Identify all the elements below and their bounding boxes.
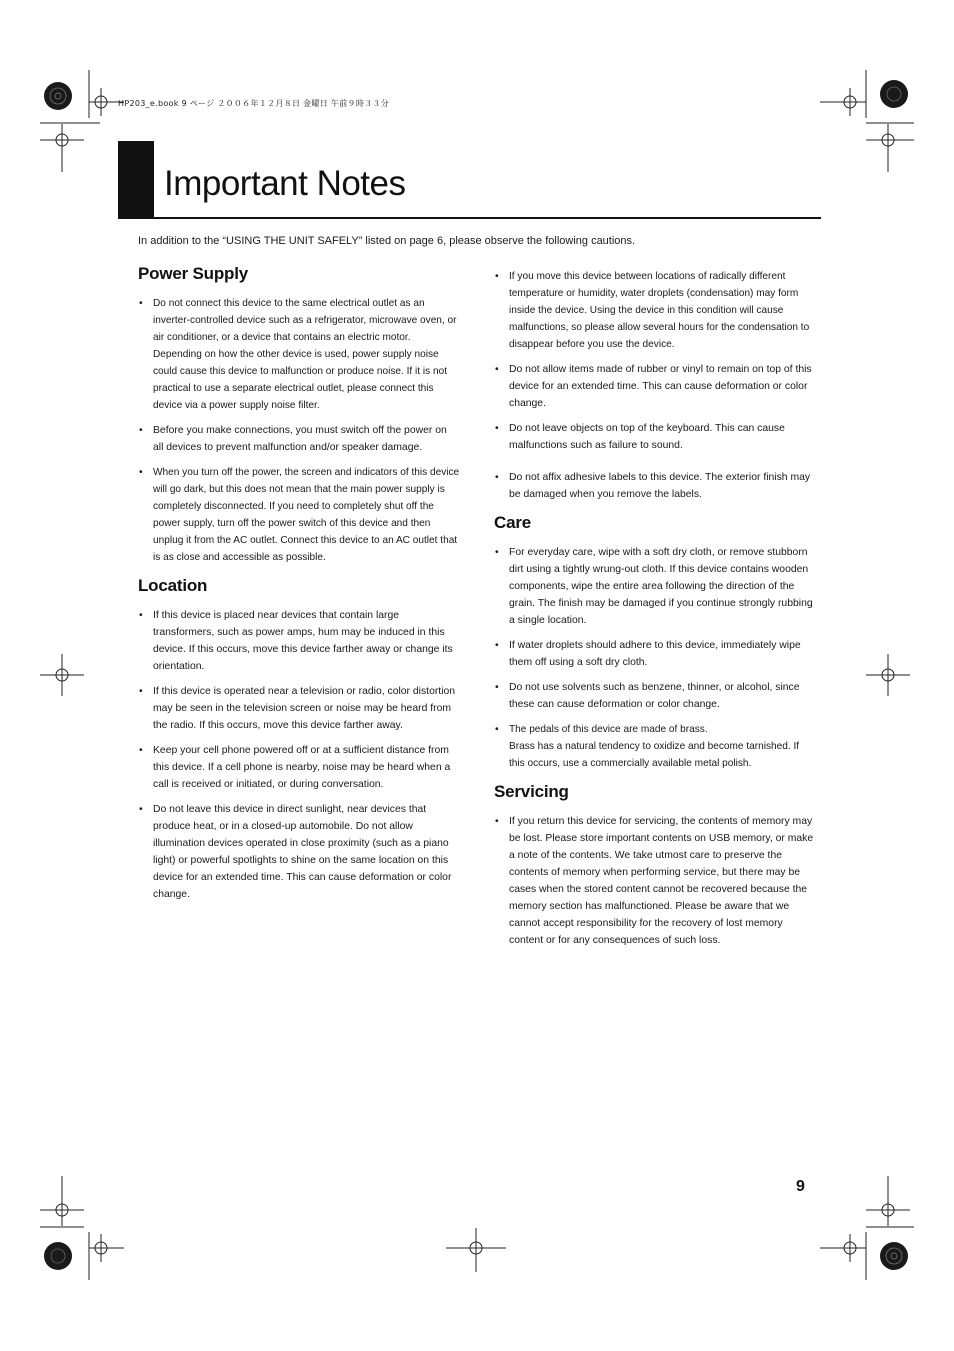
location-continued-list <box>494 268 816 503</box>
list-item <box>138 422 460 456</box>
location-list <box>138 607 460 903</box>
list-item <box>494 544 816 629</box>
list-item-text: • Do not use solvents such as benzene, thinner, or alcohol, since these can cause deformation or color change. <box>509 682 800 710</box>
section-title-servicing: Servicing <box>494 782 569 801</box>
left-column <box>138 262 460 911</box>
section-title-location: Location <box>138 576 208 595</box>
right-column <box>494 268 816 957</box>
list-item <box>138 607 460 675</box>
page-title: Important Notes <box>164 164 406 203</box>
registration-target-bl <box>44 1242 72 1270</box>
list-item-text: Brass has a natural tendency to oxidize and become tarnished. If this occurs, use a commercially available metal polish. <box>509 741 800 769</box>
print-header-line: HP203_e.book 9 ページ ２００６年１２月８日 金曜日 午前９時３３分 <box>118 99 390 108</box>
list-item-text: • If this device is placed near devices that contain large transformers, such as power amps, hum may be induced in this device. If this occurs, move this device farther away or change its orientation. <box>153 610 453 672</box>
section-title-care: Care <box>494 513 532 532</box>
list-item-text: • If water droplets should adhere to this device, immediately wipe them off using a soft dry cloth. <box>509 640 801 668</box>
registration-target-tr <box>880 80 908 108</box>
intro-text: In addition to the “USING THE UNIT SAFELY” listed on page 6, please observe the following cautions. <box>138 235 636 247</box>
list-item <box>494 268 816 353</box>
title-rule <box>118 217 821 219</box>
list-item-text: • For everyday care, wipe with a soft dry cloth, or remove stubborn dirt using a tightly wrung-out cloth. If this device contains wooden components, wipe the entire area following the direction of the grain. The finish may be damaged if you continue strongly rubbing a single location. <box>509 547 813 626</box>
list-item <box>494 469 816 503</box>
section-title-power-supply: Power Supply <box>138 264 249 283</box>
power-supply-list <box>138 295 460 566</box>
list-item-text: • If you return this device for servicing, the contents of memory may be lost. Please store important contents on USB memory, or make a note of the contents. We take utmost care to preserve the contents of memory when performing service, but there may be cases when the stored content cannot be recovered because the memory section has malfunctioned. Please be aware that we cannot accept responsibility for the recovery of lost memory content or for any consequences of such loss. <box>509 816 814 946</box>
list-item-text: • Keep your cell phone powered off or at a sufficient distance from this device. If a cell phone is nearby, noise may be heard when a call is received or initiated, or during conversation. <box>153 745 451 790</box>
list-item <box>494 637 816 671</box>
care-list <box>494 544 816 772</box>
servicing-list <box>494 813 816 949</box>
list-item-text: • When you turn off the power, the screen and indicators of this device will go dark, but this does not mean that the main power supply is completely disconnected. If you need to completely shut off the power supply, turn off the power switch of this device and then unplug it from the AC outlet. Connect this device to an AC outlet that is as close and accessible as possible. <box>153 467 460 563</box>
list-item <box>494 679 816 713</box>
list-item-text: • If you move this device between locations of radically different temperature or humidity, water droplets (condensation) may form inside the device. Using the device in this condition will cause malfunctions, so please allow several hours for the condensation to disappear before you use the device. <box>509 271 810 350</box>
title-accent-bar <box>118 141 154 219</box>
list-item-text: • Do not leave objects on top of the keyboard. This can cause malfunctions such as failure to sound. <box>509 423 785 451</box>
list-item <box>138 683 460 734</box>
list-item-text: • Before you make connections, you must switch off the power on all devices to prevent malfunction and/or speaker damage. <box>153 425 447 453</box>
registration-target-br <box>880 1242 908 1270</box>
list-item-text: • Do not allow items made of rubber or vinyl to remain on top of this device for an extended time. This can cause deformation or color change. <box>509 364 812 409</box>
list-item-text: • Do not leave this device in direct sunlight, near devices that produce heat, or in a closed-up automobile. Do not allow illumination devices operated in close proximity (such as a piano light) or powerful spotlights to shine on the same location on this device for an extended time. This can cause deformation or color change. <box>153 804 452 900</box>
list-item <box>138 801 460 903</box>
list-item <box>138 742 460 793</box>
list-item-text: • If this device is operated near a television or radio, color distortion may be seen in the television screen or noise may be heard from the radio. If this occurs, move this device farther away. <box>153 686 456 731</box>
list-item <box>494 721 816 772</box>
list-item <box>494 361 816 412</box>
list-item-text: • Do not affix adhesive labels to this device. The exterior finish may be damaged when you remove the labels. <box>509 472 811 500</box>
list-item <box>494 813 816 949</box>
list-item <box>138 464 460 566</box>
list-item <box>494 420 816 454</box>
list-item-text: • The pedals of this device are made of brass. <box>509 724 708 735</box>
list-item-text: • Do not connect this device to the same electrical outlet as an inverter-controlled device such as a refrigerator, microwave oven, or air conditioner, or a device that contains an electric motor. Depending on how the other device is used, power supply noise could cause this device to malfunction or produce noise. If it is not practical to use a separate electrical outlet, please connect this device via a power supply noise filter. <box>153 298 457 411</box>
page-number: 9 <box>796 1178 805 1195</box>
list-item <box>138 295 460 414</box>
registration-target-tl <box>44 82 72 110</box>
